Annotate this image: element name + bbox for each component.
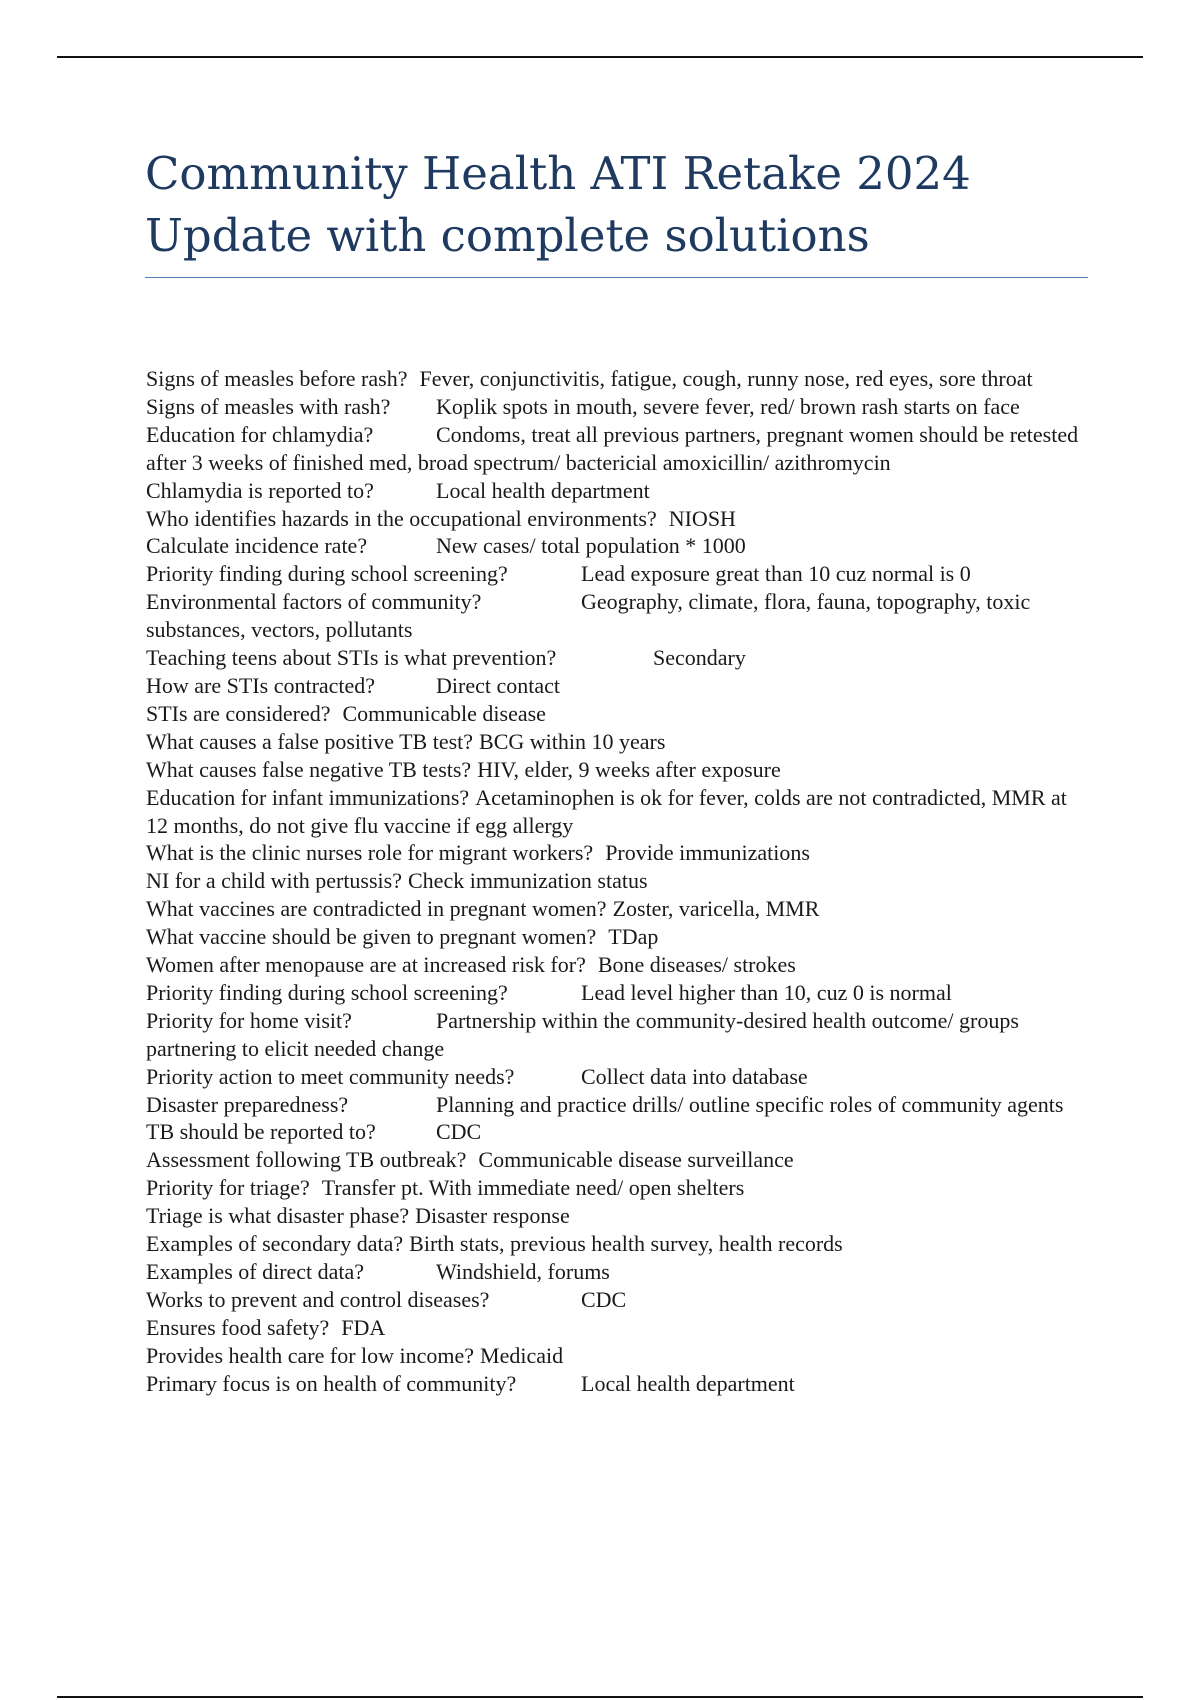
qa-item <box>146 644 1086 672</box>
qa-item <box>146 839 1086 867</box>
answer: HIV, elder, 9 weeks after exposure <box>477 756 781 782</box>
question: What causes a false positive TB test? <box>146 728 474 754</box>
qa-item <box>146 923 1086 951</box>
answer: TDap <box>608 924 659 950</box>
qa-item <box>146 672 1086 700</box>
answer: Planning and practice drills/ outline specific roles of community agents <box>436 1091 1064 1117</box>
qa-item <box>146 1146 1086 1174</box>
question: Priority finding during school screening? <box>146 561 508 587</box>
answer: Provide immunizations <box>605 840 810 866</box>
answer: Collect data into database <box>581 1063 808 1089</box>
page-bottom-rule <box>57 1696 1143 1698</box>
qa-item <box>146 1007 1086 1063</box>
qa-item <box>146 728 1086 756</box>
answer: New cases/ total population * 1000 <box>436 533 746 559</box>
question: Assessment following TB outbreak? <box>146 1147 467 1173</box>
question: Environmental factors of community? <box>146 589 482 615</box>
question: Signs of measles with rash? <box>146 393 391 419</box>
qa-item <box>146 1174 1086 1202</box>
qa-item <box>146 1202 1086 1230</box>
answer: Windshield, forums <box>436 1259 610 1284</box>
answer: Koplik spots in mouth, severe fever, red/ brown rash starts on face <box>436 393 1020 419</box>
question: Education for infant immunizations? <box>146 784 470 810</box>
answer: Birth stats, previous health survey, health records <box>409 1231 843 1257</box>
title-underline <box>145 277 1088 278</box>
question: Priority for home visit? <box>146 1007 352 1033</box>
question: Priority for triage? <box>146 1175 310 1201</box>
answer: Lead exposure great than 10 cuz normal is 0 <box>581 561 971 587</box>
answer: BCG within 10 years <box>479 728 666 754</box>
question: Teaching teens about STIs is what prevention? <box>146 645 557 671</box>
qa-list <box>146 365 1086 1398</box>
qa-item <box>146 365 1086 393</box>
question: What causes false negative TB tests? <box>146 756 472 782</box>
answer: Local health department <box>436 477 650 503</box>
qa-item <box>146 477 1086 505</box>
question: What vaccine should be given to pregnant women? <box>146 924 597 950</box>
qa-item <box>146 1230 1086 1258</box>
qa-item <box>146 1314 1086 1342</box>
question: Priority action to meet community needs? <box>146 1063 515 1089</box>
answer: Disaster response <box>415 1203 570 1229</box>
qa-item <box>146 560 1086 588</box>
question: Signs of measles before rash? <box>146 366 408 391</box>
question: What vaccines are contradicted in pregnant women? <box>146 896 607 922</box>
answer: Lead level higher than 10, cuz 0 is normal <box>581 979 952 1005</box>
qa-item <box>146 588 1086 644</box>
qa-item <box>146 1258 1086 1286</box>
qa-item <box>146 1091 1086 1119</box>
answer: CDC <box>581 1286 627 1312</box>
answer: Secondary <box>653 645 746 671</box>
question: Works to prevent and control diseases? <box>146 1286 490 1312</box>
question: Disaster preparedness? <box>146 1091 349 1117</box>
question: Calculate incidence rate? <box>146 533 368 559</box>
answer: Acetaminophen is ok for fever, colds are not contradicted, MMR at 12 months, do not give flu vaccine if egg allergy <box>146 784 1067 838</box>
answer: Communicable disease surveillance <box>478 1147 794 1173</box>
question: How are STIs contracted? <box>146 672 376 698</box>
qa-item <box>146 756 1086 784</box>
question: STIs are considered? <box>146 700 331 726</box>
qa-item <box>146 393 1086 421</box>
qa-item <box>146 700 1086 728</box>
question: What is the clinic nurses role for migrant workers? <box>146 840 594 866</box>
qa-item <box>146 1342 1086 1370</box>
question: NI for a child with pertussis? <box>146 868 402 894</box>
title-line-2: Update with complete solutions <box>145 209 870 262</box>
answer: Zoster, varicella, MMR <box>612 896 820 922</box>
question: Priority finding during school screening? <box>146 979 508 1005</box>
question: Triage is what disaster phase? <box>146 1203 410 1229</box>
question: Education for chlamydia? <box>146 421 374 447</box>
qa-item <box>146 1370 1086 1398</box>
answer: Local health department <box>581 1370 795 1396</box>
document-title <box>145 143 1085 267</box>
qa-item <box>146 1063 1086 1091</box>
qa-item <box>146 1286 1086 1314</box>
qa-item <box>146 784 1086 840</box>
question: Provides health care for low income? <box>146 1342 475 1368</box>
answer: Check immunization status <box>408 868 648 894</box>
qa-item <box>146 421 1086 477</box>
qa-item <box>146 895 1086 923</box>
question: Examples of direct data? <box>146 1259 365 1284</box>
qa-item <box>146 951 1086 979</box>
answer: Communicable disease <box>342 700 546 726</box>
question: Women after menopause are at increased risk for? <box>146 952 586 978</box>
answer: Bone diseases/ strokes <box>597 952 796 978</box>
answer: Medicaid <box>480 1342 564 1368</box>
question: Who identifies hazards in the occupational environments? <box>146 505 657 531</box>
answer: Partnership within the community-desired health outcome/ groups partnering to elicit needed change <box>146 1007 1019 1061</box>
answer: Transfer pt. With immediate need/ open shelters <box>321 1175 745 1201</box>
qa-item <box>146 532 1086 560</box>
qa-item <box>146 1118 1086 1146</box>
question: Chlamydia is reported to? <box>146 477 374 503</box>
qa-item <box>146 505 1086 533</box>
qa-item <box>146 867 1086 895</box>
answer: Geography, climate, flora, fauna, topography, toxic substances, vectors, pollutants <box>146 589 1031 643</box>
question: TB should be reported to? <box>146 1119 376 1145</box>
question: Examples of secondary data? <box>146 1231 404 1257</box>
answer: NIOSH <box>668 505 736 531</box>
title-line-1: Community Health ATI Retake 2024 <box>145 147 971 200</box>
question: Primary focus is on health of community? <box>146 1370 517 1396</box>
answer: Direct contact <box>436 672 560 698</box>
page-top-rule <box>57 56 1143 58</box>
question: Ensures food safety? <box>146 1314 330 1340</box>
answer: CDC <box>436 1119 482 1145</box>
answer: Fever, conjunctivitis, fatigue, cough, runny nose, red eyes, sore throat <box>419 366 1033 391</box>
answer: FDA <box>341 1314 386 1340</box>
answer: Condoms, treat all previous partners, pregnant women should be retested after 3 weeks of finished med, broad spectrum/ bactericial amoxicillin/ azithromycin <box>146 421 1079 475</box>
qa-item <box>146 979 1086 1007</box>
